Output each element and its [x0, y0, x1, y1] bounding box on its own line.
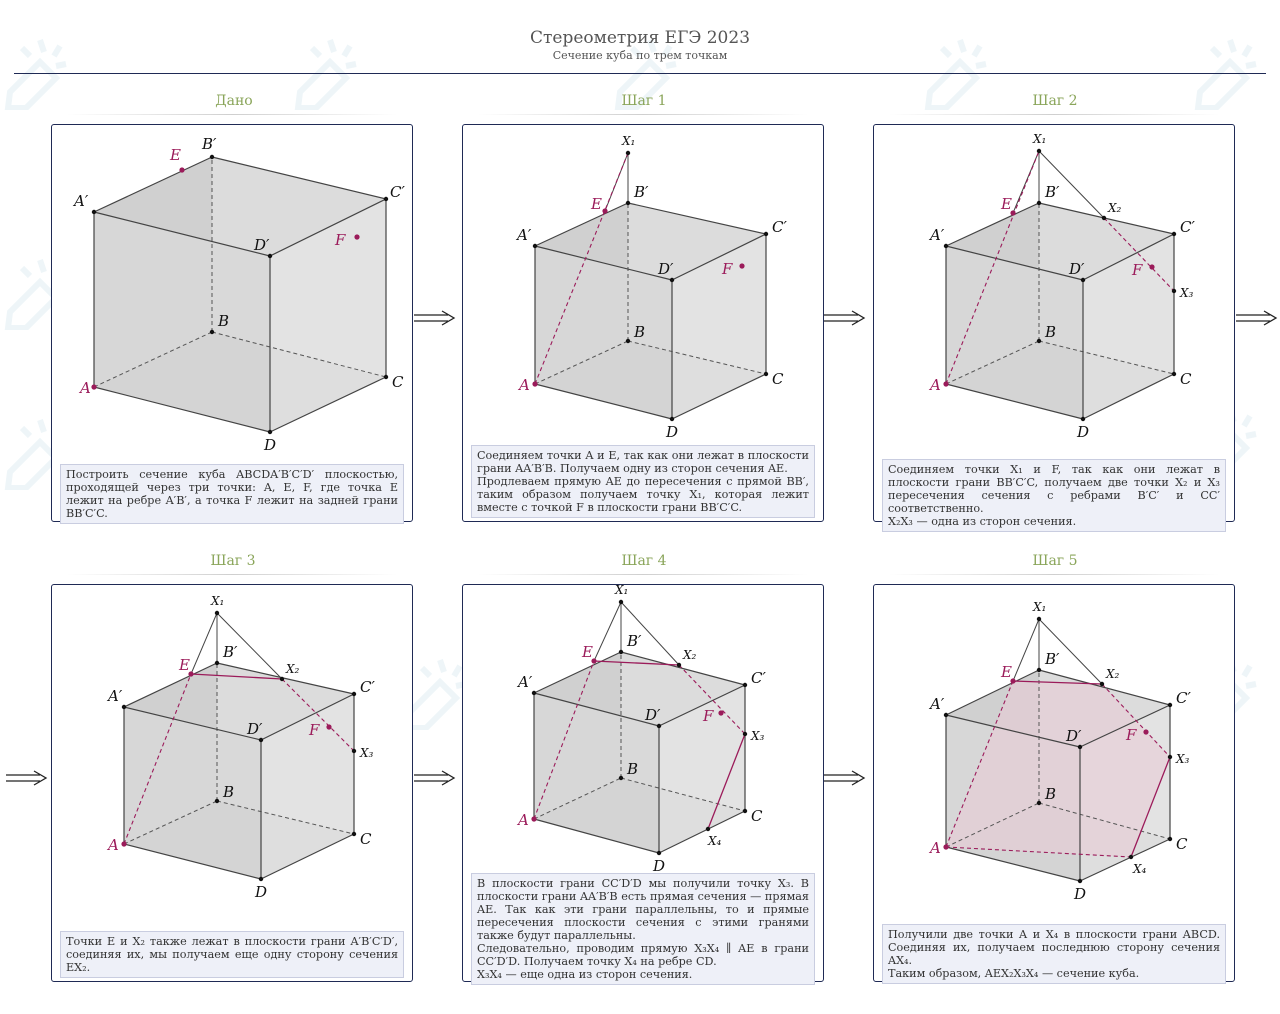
point-label-f: F — [703, 707, 714, 725]
point-e — [179, 167, 184, 172]
point-b1 — [1037, 668, 1041, 672]
step-title-divider — [889, 574, 1219, 575]
next-arrow-icon — [414, 770, 456, 786]
point-label-b: B — [1045, 323, 1057, 341]
point-label-f: F — [335, 231, 346, 249]
description-text: X₃X₄ — еще одна из сторон сечения. — [477, 968, 693, 981]
point-label-d: D — [1077, 423, 1090, 441]
point-label-d: D — [666, 423, 679, 441]
point-b — [626, 339, 630, 343]
point-x4 — [706, 827, 710, 831]
point-b1 — [619, 650, 623, 654]
point-label-d: D — [255, 883, 268, 901]
cube-diagram — [874, 585, 1236, 925]
point-label-x3: X₃ — [1176, 752, 1190, 766]
cube-diagram — [463, 585, 825, 925]
point-label-a1: A′ — [930, 695, 945, 713]
point-label-a: A — [80, 379, 91, 397]
point-f — [1149, 264, 1154, 269]
point-label-c1: C′ — [1176, 689, 1191, 707]
point-a — [531, 816, 536, 821]
cube-diagram — [52, 125, 414, 465]
next-arrow-icon — [824, 770, 866, 786]
point-x2 — [677, 663, 681, 667]
point-x3 — [1168, 755, 1172, 759]
point-label-b1: B′ — [1045, 650, 1060, 668]
point-c — [384, 375, 388, 379]
point-label-f: F — [722, 260, 733, 278]
point-label-c1: C′ — [772, 218, 787, 236]
description-text: Точки E и X₂ также лежат в плоскости грани A′B′C′D′, соединяя их, мы получаем еще одну сторону сечения EX₂. — [66, 935, 398, 974]
point-c1 — [1168, 703, 1172, 707]
point-label-a: A — [930, 839, 941, 857]
point-label-a1: A′ — [74, 192, 89, 210]
point-label-a1: A′ — [108, 687, 123, 705]
point-c — [743, 809, 747, 813]
point-d — [1081, 417, 1085, 421]
point-label-x1: X₁ — [615, 585, 629, 597]
step-title-divider — [889, 114, 1219, 115]
point-b1 — [210, 155, 214, 159]
point-x1 — [1037, 149, 1041, 153]
point-d — [657, 851, 661, 855]
point-label-d: D — [1074, 885, 1087, 903]
point-label-c: C — [772, 370, 784, 388]
point-x3 — [1172, 289, 1176, 293]
description-text: Таким образом, AEX₂X₃X₄ — сечение куба. — [888, 967, 1140, 980]
point-x4 — [1129, 855, 1133, 859]
point-label-a: A — [519, 376, 530, 394]
point-label-e: E — [1001, 663, 1012, 681]
point-label-a: A — [930, 376, 941, 394]
point-d — [1078, 879, 1082, 883]
point-label-d1: D′ — [658, 260, 674, 278]
point-x1 — [1037, 617, 1041, 621]
point-label-c: C — [360, 830, 372, 848]
point-d1 — [1078, 745, 1082, 749]
page-subtitle: Сечение куба по трем точкам — [552, 49, 728, 62]
point-x2 — [1102, 216, 1106, 220]
description-text: Следовательно, проводим прямую X₃X₄ ∥ AE в грани CC′D′D. Получаем точку X₄ на ребре CD. — [477, 942, 809, 968]
point-label-x2: X₂ — [1108, 201, 1122, 215]
point-label-d1: D′ — [254, 236, 270, 254]
step-panel-4 — [462, 584, 824, 982]
point-d — [259, 877, 263, 881]
point-x1 — [215, 611, 219, 615]
point-label-f: F — [309, 721, 320, 739]
point-label-f: F — [1126, 726, 1137, 744]
point-f — [1143, 729, 1148, 734]
point-label-a1: A′ — [518, 673, 533, 691]
point-label-b: B — [223, 783, 235, 801]
point-f — [354, 234, 359, 239]
point-x3 — [743, 732, 747, 736]
cube-diagram — [874, 125, 1236, 465]
description-text: X₂X₃ — одна из сторон сечения. — [888, 515, 1077, 528]
next-arrow-icon — [6, 770, 48, 786]
point-label-c1: C′ — [360, 678, 375, 696]
point-a — [121, 841, 126, 846]
step-panel-given — [51, 124, 413, 522]
point-x3 — [352, 749, 356, 753]
point-label-a: A — [108, 836, 119, 854]
description-text: Соединяем точки X₁ и F, так как они лежат в плоскости грани BB′C′C, получаем две точки X₂ и X₃ пересечения сечения с ребрами B′C′ и CC′ соответственно. — [888, 463, 1220, 515]
next-arrow-icon — [1236, 310, 1278, 326]
description-text: Построить сечение куба ABCDA′B′C′D′ плоскостью, проходящей через три точки: A, E, F, где точка E лежит на ребре A′B′, а точка F лежит на задней грани BB′C′C. — [66, 468, 398, 520]
description-text: В плоскости грани CC′D′D мы получили точку X₃. В плоскости грани AA′B′B есть прямая сечения — прямая AE. Так как эти грани параллельны, то и прямые пересечения плоскости сечения с этими гранями также будут параллельны. — [477, 877, 809, 942]
header-divider — [14, 73, 1266, 74]
point-label-c1: C′ — [1180, 218, 1195, 236]
step-title-4: Шаг 4 — [621, 553, 667, 569]
point-label-x3: X₃ — [1180, 286, 1194, 300]
point-label-d: D — [653, 857, 666, 875]
point-label-x4: X₄ — [708, 834, 722, 848]
point-label-b: B — [1045, 785, 1057, 803]
point-label-d1: D′ — [1069, 260, 1085, 278]
next-arrow-icon — [824, 310, 866, 326]
point-d1 — [268, 254, 272, 258]
point-a — [91, 384, 96, 389]
point-label-b: B — [627, 760, 639, 778]
step-description — [882, 459, 1226, 532]
point-label-b1: B′ — [627, 632, 642, 650]
step-title-3: Шаг 3 — [210, 553, 256, 569]
point-b — [215, 799, 219, 803]
point-label-b1: B′ — [202, 135, 217, 153]
point-label-b1: B′ — [1045, 183, 1060, 201]
page-title: Стереометрия ЕГЭ 2023 — [529, 28, 751, 48]
point-d1 — [1081, 278, 1085, 282]
step-description — [60, 931, 404, 978]
point-c1 — [1172, 232, 1176, 236]
point-a1 — [944, 244, 948, 248]
point-label-c1: C′ — [390, 183, 405, 201]
cube-diagram — [52, 585, 414, 925]
point-d — [268, 430, 272, 434]
construction-line — [594, 602, 621, 661]
step-title-5: Шаг 5 — [1032, 553, 1078, 569]
point-c — [1172, 372, 1176, 376]
point-c1 — [743, 683, 747, 687]
point-d1 — [259, 738, 263, 742]
point-label-c1: C′ — [751, 669, 766, 687]
point-label-a1: A′ — [517, 226, 532, 244]
point-label-d1: D′ — [1066, 727, 1082, 745]
point-b1 — [215, 661, 219, 665]
point-label-a: A — [518, 811, 529, 829]
point-label-x2: X₂ — [286, 662, 300, 676]
step-title-given: Дано — [215, 93, 253, 109]
point-label-x1: X₁ — [622, 134, 636, 148]
point-b — [210, 330, 214, 334]
point-a1 — [532, 691, 536, 695]
point-label-b: B — [218, 312, 230, 330]
point-label-c: C — [392, 373, 404, 391]
point-label-b1: B′ — [634, 183, 649, 201]
point-x2 — [280, 677, 284, 681]
point-label-d1: D′ — [645, 706, 661, 724]
step-title-divider — [67, 114, 397, 115]
point-label-d: D — [264, 436, 277, 454]
point-c1 — [384, 197, 388, 201]
point-label-e: E — [1001, 195, 1012, 213]
point-f — [739, 263, 744, 268]
point-b — [619, 776, 623, 780]
point-b1 — [1037, 201, 1041, 205]
point-label-x3: X₃ — [751, 729, 765, 743]
point-c — [1168, 837, 1172, 841]
point-label-e: E — [170, 146, 181, 164]
point-label-e: E — [582, 643, 593, 661]
point-c — [352, 832, 356, 836]
point-label-x1: X₁ — [1033, 132, 1047, 146]
next-arrow-icon — [414, 310, 456, 326]
point-label-c: C — [1176, 835, 1188, 853]
point-label-x2: X₂ — [1106, 667, 1120, 681]
point-a — [532, 381, 537, 386]
point-label-c: C — [1180, 370, 1192, 388]
page-header — [0, 28, 1280, 62]
point-label-b1: B′ — [223, 643, 238, 661]
point-label-c: C — [751, 807, 763, 825]
point-b — [1037, 801, 1041, 805]
point-label-e: E — [591, 195, 602, 213]
point-a1 — [122, 705, 126, 709]
step-description — [882, 924, 1226, 984]
step-title-divider — [478, 114, 808, 115]
point-label-x1: X₁ — [211, 594, 225, 608]
description-text: Получили две точки A и X₄ в плоскости грани ABCD. Соединяя их, получаем последнюю сторону сечения AX₄. — [888, 928, 1220, 967]
point-label-x3: X₃ — [360, 746, 374, 760]
point-f — [718, 710, 723, 715]
point-c1 — [764, 232, 768, 236]
point-x2 — [1100, 682, 1104, 686]
description-text: Продлеваем прямую AE до пересечения с прямой BB′, таким образом получаем точку X₁, которая лежит вместе с точкой F в плоскости грани BB′C′C. — [477, 475, 809, 514]
description-text: Соединяем точки A и E, так как они лежат в плоскости грани AA′B′B. Получаем одну из сторон сечения AE. — [477, 449, 809, 475]
point-b — [1037, 339, 1041, 343]
point-x1 — [619, 600, 623, 604]
step-title-2: Шаг 2 — [1032, 93, 1078, 109]
point-label-x2: X₂ — [683, 648, 697, 662]
point-c — [764, 372, 768, 376]
point-f — [326, 724, 331, 729]
point-a — [943, 844, 948, 849]
point-c1 — [352, 692, 356, 696]
point-label-x4: X₄ — [1133, 862, 1147, 876]
cube-diagram — [463, 125, 825, 465]
point-label-e: E — [179, 656, 190, 674]
step-description — [60, 464, 404, 524]
step-panel-2 — [873, 124, 1235, 528]
point-d — [670, 417, 674, 421]
point-x1 — [626, 151, 630, 155]
point-label-f: F — [1132, 261, 1143, 279]
point-label-d1: D′ — [247, 720, 263, 738]
point-e — [602, 208, 607, 213]
step-title-divider — [478, 574, 808, 575]
point-d1 — [670, 278, 674, 282]
point-label-a1: A′ — [930, 226, 945, 244]
step-title-1: Шаг 1 — [621, 93, 667, 109]
point-label-x1: X₁ — [1033, 600, 1047, 614]
point-a1 — [533, 244, 537, 248]
point-d1 — [657, 724, 661, 728]
step-panel-3 — [51, 584, 413, 982]
point-label-b: B — [634, 323, 646, 341]
point-b1 — [626, 201, 630, 205]
point-a1 — [92, 210, 96, 214]
step-panel-5 — [873, 584, 1235, 982]
point-a1 — [944, 713, 948, 717]
point-a — [943, 381, 948, 386]
step-panel-1 — [462, 124, 824, 522]
step-title-divider — [67, 574, 397, 575]
